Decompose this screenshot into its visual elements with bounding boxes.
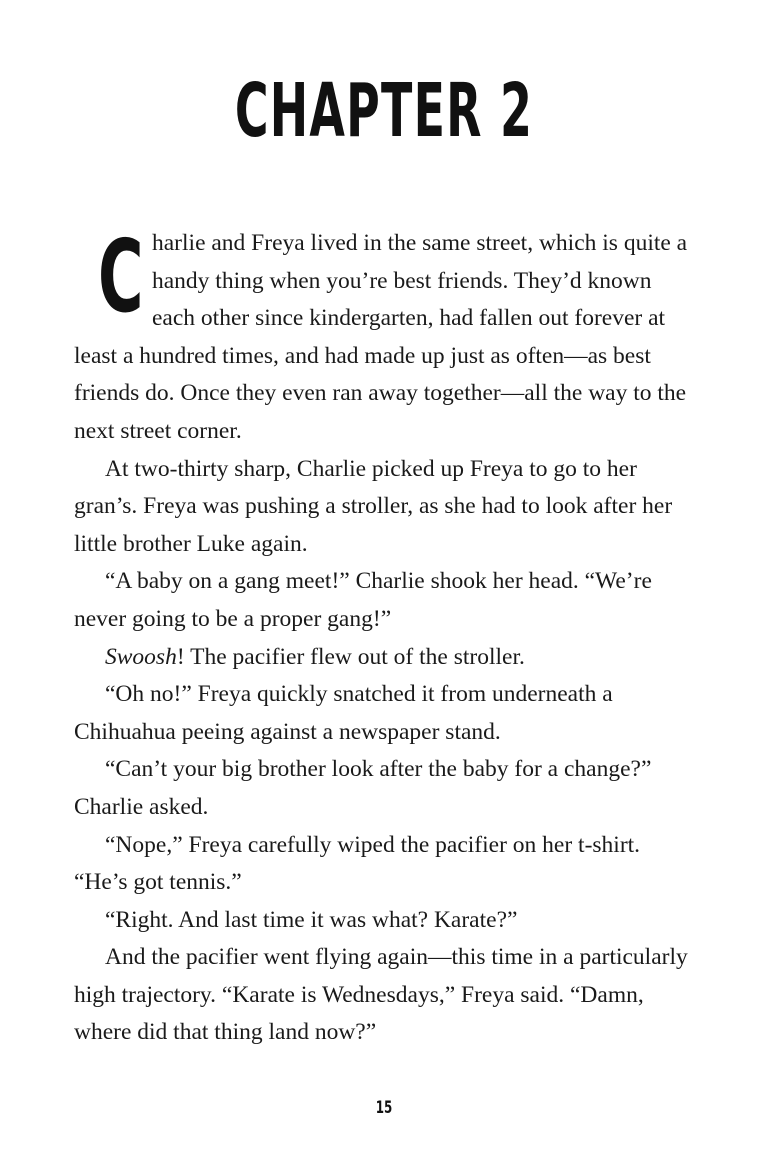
- paragraph-text: And the pacifier went flying again—this time in a particularly high trajectory. “Karate is Wednesdays,” Freya said. “Damn, where did that thing land now?”: [74, 944, 688, 1046]
- chapter-title: CHAPTER 2: [234, 68, 534, 154]
- paragraph: [74, 902, 694, 940]
- paragraph: [74, 639, 694, 677]
- paragraph-text: “Can’t your big brother look after the baby for a change?” Charlie asked.: [74, 756, 652, 820]
- paragraph: [74, 751, 694, 826]
- paragraph: [74, 218, 694, 451]
- paragraph-text: At two-thirty sharp, Charlie picked up Freya to go to her gran’s. Freya was pushing a stroller, as she had to look after her little brother Luke again.: [74, 455, 673, 557]
- paragraph-text: ! The pacifier flew out of the stroller.: [176, 643, 525, 670]
- page-number: 15: [375, 1098, 393, 1118]
- paragraph: [74, 451, 694, 564]
- paragraph: [74, 939, 694, 1052]
- paragraph-text: “Nope,” Freya carefully wiped the pacifier on her t-shirt. “He’s got tennis.”: [74, 831, 641, 896]
- paragraph-text: “Right. And last time it was what? Karate?”: [105, 906, 518, 933]
- paragraph-text: harlie and Freya lived in the same street, which is quite a handy thing when you’re best friends. They’d known each other since kindergarten, had fallen out forever at least a hundred times, and had made up just as often—as best friends do. Once they even ran away together—all the way to the next street corner.: [74, 230, 688, 444]
- paragraph-text: “Oh no!” Freya quickly snatched it from underneath a Chihuahua peeing against a newspaper stand.: [74, 681, 613, 745]
- sound-effect-text: Swoosh: [105, 643, 177, 670]
- chapter-body: [74, 218, 694, 1052]
- paragraph: [74, 827, 694, 902]
- drop-cap: C: [98, 218, 144, 335]
- paragraph-text: “A baby on a gang meet!” Charlie shook her head. “We’re never going to be a proper gang!”: [74, 568, 652, 632]
- paragraph: [74, 676, 694, 751]
- paragraph: [74, 563, 694, 638]
